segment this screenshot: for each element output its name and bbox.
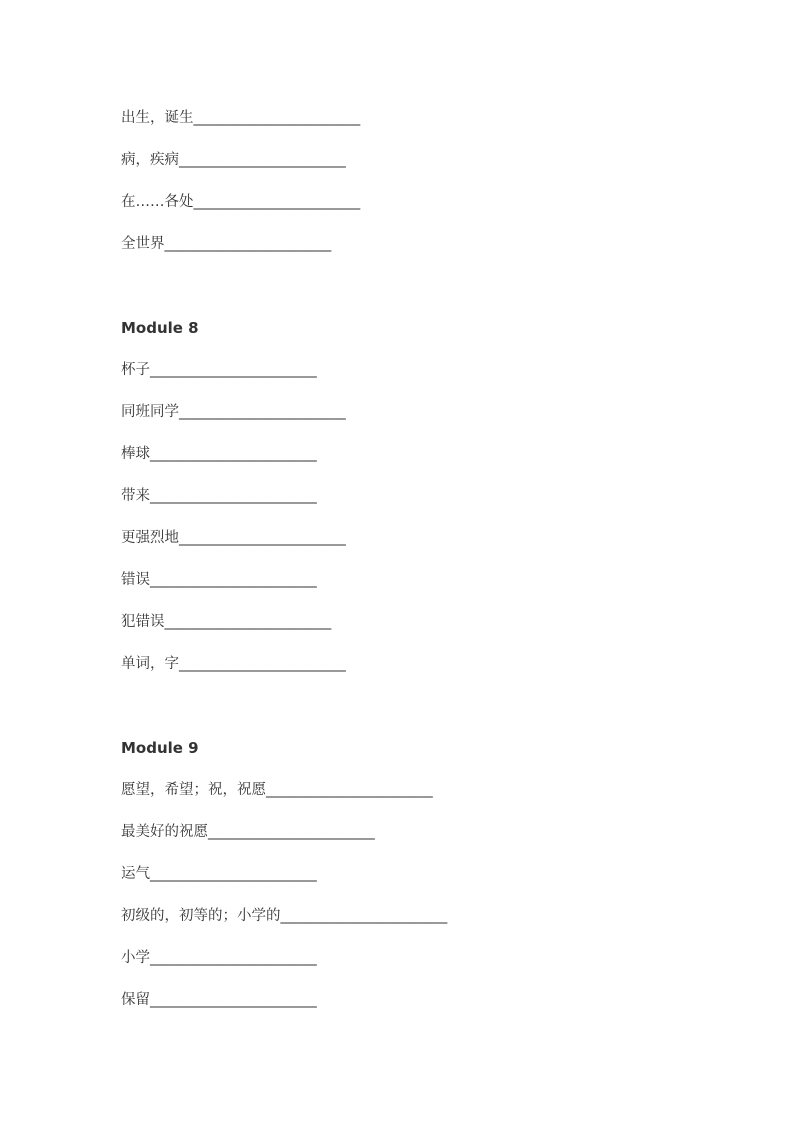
vocab-item: 带来_______________________ xyxy=(121,488,317,504)
vocab-item: 全世界_______________________ xyxy=(121,236,332,252)
vocab-item: 错误_______________________ xyxy=(121,572,317,588)
vocab-item: 在……各处_______________________ xyxy=(121,194,361,210)
vocab-item: 犯错误_______________________ xyxy=(121,614,332,630)
vocab-section-continued xyxy=(121,104,761,272)
vocab-item: 单词，字_______________________ xyxy=(121,656,346,672)
vocab-item: 棒球_______________________ xyxy=(121,446,317,462)
vocab-item: 同班同学_______________________ xyxy=(121,404,346,420)
vocab-item: 小学_______________________ xyxy=(121,950,317,966)
vocab-item: 保留_______________________ xyxy=(121,992,317,1008)
module-8-section xyxy=(121,314,761,692)
vocab-item: 愿望，希望；祝，祝愿_______________________ xyxy=(121,782,433,798)
vocab-item: 出生，诞生_______________________ xyxy=(121,110,361,126)
vocab-item: 杯子_______________________ xyxy=(121,362,317,378)
vocab-item: 病，疾病_______________________ xyxy=(121,152,346,168)
vocab-item: 更强烈地_______________________ xyxy=(121,530,346,546)
vocab-item: 最美好的祝愿_______________________ xyxy=(121,824,375,840)
module-9-section xyxy=(121,734,761,1028)
section-spacer xyxy=(121,692,761,734)
section-spacer xyxy=(121,272,761,314)
worksheet-page xyxy=(121,104,761,1028)
vocab-item: 运气_______________________ xyxy=(121,866,317,882)
module-heading: Module 8 xyxy=(121,319,199,337)
module-heading: Module 9 xyxy=(121,739,199,757)
vocab-item: 初级的，初等的；小学的_______________________ xyxy=(121,908,448,924)
